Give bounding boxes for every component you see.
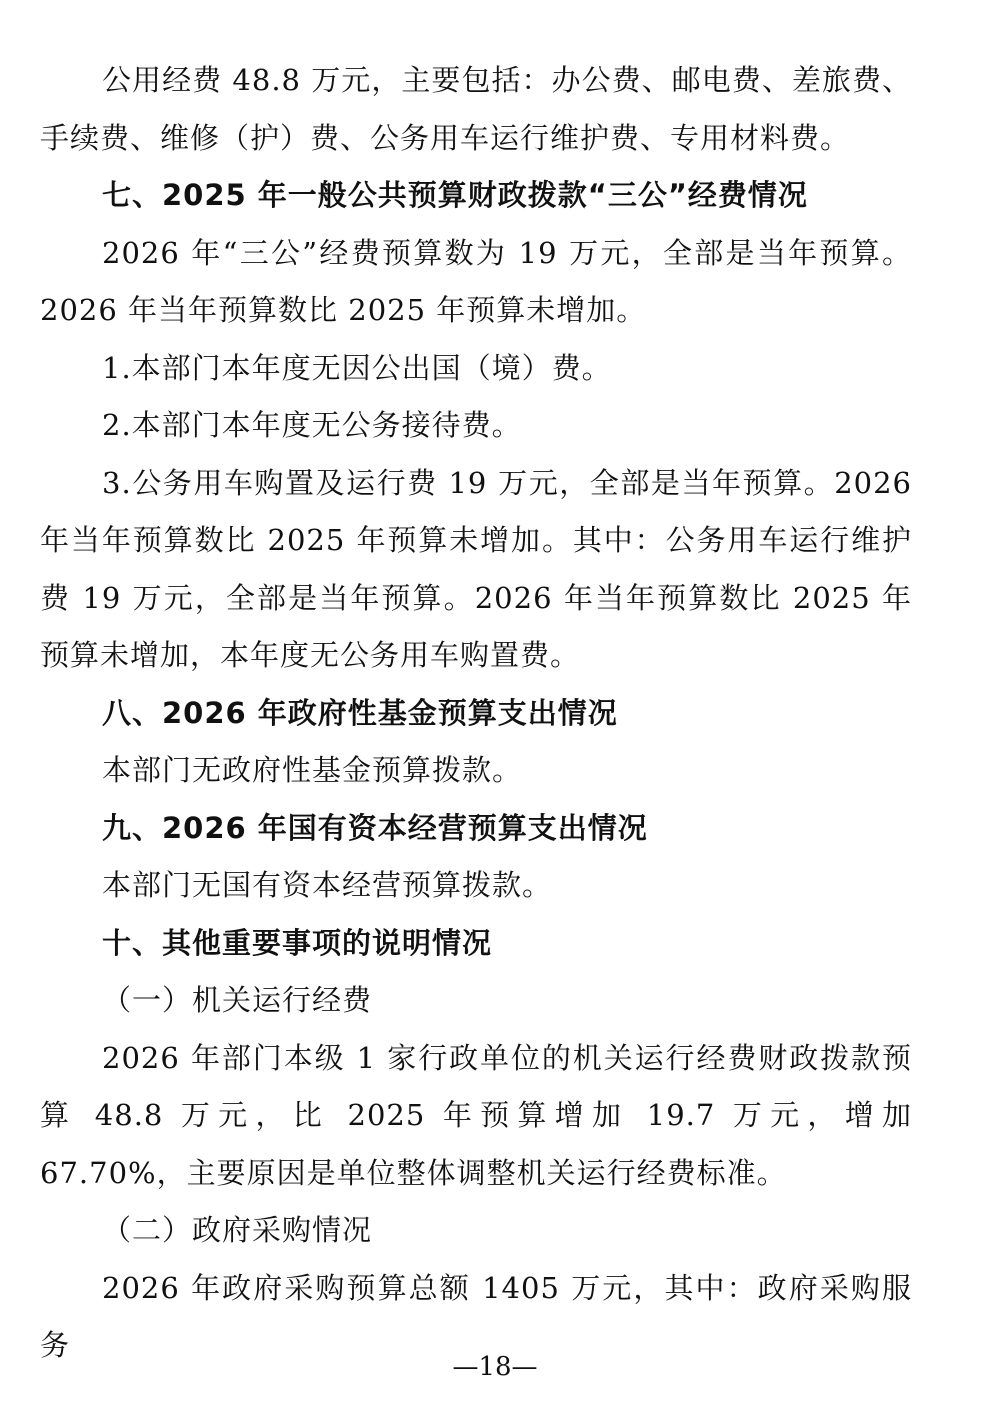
section-heading-7: 七、2025 年一般公共预算财政拨款“三公”经费情况 (102, 178, 808, 212)
paragraph-state-capital: 本部门无国有资本经营预算拨款。 (102, 868, 553, 902)
subheading-operating-expenses: （一）机关运行经费 (102, 983, 373, 1017)
paragraph-public-expenses: 公用经费 48.8 万元，主要包括：办公费、邮电费、差旅费、手续费、维修（护）费、公务用车运行维护费、专用材料费。 (40, 63, 912, 155)
paragraph-procurement: 2026 年政府采购预算总额 1405 万元，其中：政府采购服务 (40, 1270, 912, 1362)
paragraph-overseas-travel: 1.本部门本年度无因公出国（境）费。 (102, 350, 612, 385)
paragraph-government-fund: 本部门无政府性基金预算拨款。 (102, 753, 523, 787)
paragraph-three-public-budget: 2026 年“三公”经费预算数为 19 万元，全部是当年预算。2026 年当年预算数比 2025 年预算未增加。 (40, 235, 912, 327)
section-heading-10: 十、其他重要事项的说明情况 (102, 925, 493, 960)
subheading-procurement: （二）政府采购情况 (102, 1213, 373, 1247)
section-heading-8: 八、2026 年政府性基金预算支出情况 (102, 695, 618, 730)
document-body (40, 52, 912, 1375)
paragraph-reception: 2.本部门本年度无公务接待费。 (102, 408, 522, 442)
paragraph-operating-expenses: 2026 年部门本级 1 家行政单位的机关运行经费财政拨款预算 48.8 万元，比 2025 年预算增加 19.7 万元，增加 67.70%，主要原因是单位整体调整机关运行经费标准。 (40, 1040, 912, 1190)
section-heading-9: 九、2026 年国有资本经营预算支出情况 (102, 810, 648, 845)
paragraph-official-vehicles: 3.公务用车购置及运行费 19 万元，全部是当年预算。2026 年当年预算数比 2025 年预算未增加。其中：公务用车运行维护费 19 万元，全部是当年预算。2026 年当年预算数比 2025 年预算未增加，本年度无公务用车购置费。 (40, 465, 912, 672)
page-number: —18— (452, 1352, 538, 1382)
